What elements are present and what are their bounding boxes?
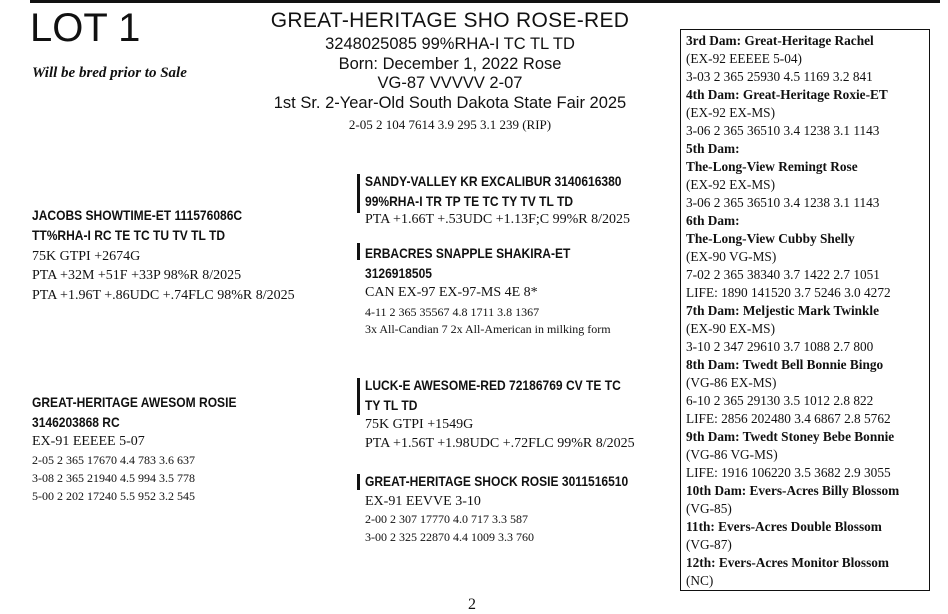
production-record: 2-05 2 104 7614 3.9 295 3.1 239 (RIP) xyxy=(348,117,552,132)
pedigree-dam-detail: 3-06 2 365 36510 3.4 1238 3.1 1143 xyxy=(686,123,880,138)
top-rule xyxy=(30,0,940,3)
pedigree-dam-heading: 10th Dam: Evers-Acres Billy Blossom xyxy=(686,483,900,498)
pedigree-dam-detail: (EX-92 EX-MS) xyxy=(686,105,776,120)
sire-sire-bar xyxy=(357,174,360,213)
dam-dam-bar xyxy=(357,474,360,490)
sire-sire-registration: 99%RHA-I TR TP TE TC TY TV TL TD xyxy=(365,193,574,209)
pedigree-dam-detail: (VG-87) xyxy=(686,537,732,552)
sire-registration: TT%RHA-I RC TE TC TU TV TL TD xyxy=(32,227,226,243)
animal-classification: VG-87 VVVVV 2-07 xyxy=(377,74,523,92)
dam-record-row: 5-00 2 202 17240 5.5 952 3.2 545 xyxy=(32,489,195,503)
pedigree-dam-detail: 3-06 2 365 36510 3.4 1238 3.1 1143 xyxy=(686,195,880,210)
sire-pta-production: PTA +32M +51F +33P 98%R 8/2025 xyxy=(32,268,242,283)
dam-dam-record-row: 2-00 2 307 17770 4.0 717 3.3 587 xyxy=(365,512,528,526)
dam-record-row: 3-08 2 365 21940 4.5 994 3.5 778 xyxy=(32,471,195,485)
pedigree-dam-detail: 3-03 2 365 25930 4.5 1169 3.2 841 xyxy=(686,69,873,84)
pedigree-dam-detail: LIFE: 2856 202480 3.4 6867 2.8 5762 xyxy=(686,411,891,426)
pedigree-dam-detail: 3-10 2 347 29610 3.7 1088 2.7 800 xyxy=(686,339,874,354)
pedigree-dam-heading: 12th: Evers-Acres Monitor Blossom xyxy=(686,555,889,570)
pedigree-dam-heading: The-Long-View Remingt Rose xyxy=(686,159,858,174)
pedigree-dam-detail: (VG-86 VG-MS) xyxy=(686,447,778,462)
pedigree-dam-detail: (EX-90 EX-MS) xyxy=(686,321,776,336)
sire-dam-classification: CAN EX-97 EX-97-MS 4E 8* xyxy=(365,285,538,300)
sire-name: JACOBS SHOWTIME-ET 111576086C xyxy=(32,207,243,223)
pedigree-dam-heading: 5th Dam: xyxy=(686,141,740,156)
pedigree-dam-detail: LIFE: 1916 106220 3.5 3682 2.9 3055 xyxy=(686,465,891,480)
pedigree-dam-detail: (NC) xyxy=(686,573,714,588)
dam-dam-classification: EX-91 EEVVE 3-10 xyxy=(365,494,481,509)
pedigree-dam-detail: (VG-85) xyxy=(686,501,732,516)
sire-dam-bar xyxy=(357,243,360,260)
pedigree-dam-heading: The-Long-View Cubby Shelly xyxy=(686,231,855,246)
pedigree-dam-detail: (EX-90 VG-MS) xyxy=(686,249,777,264)
sire-dam-record: 4-11 2 365 35567 4.8 1711 3.8 1367 xyxy=(365,305,540,319)
extended-pedigree-box xyxy=(680,29,930,591)
pedigree-dam-heading: 6th Dam: xyxy=(686,213,740,228)
sire-gtpi: 75K GTPI +2674G xyxy=(32,249,141,264)
dam-name: GREAT-HERITAGE AWESOM ROSIE xyxy=(32,394,237,410)
sale-note: Will be bred prior to Sale xyxy=(32,65,187,81)
pedigree-dam-detail: (EX-92 EEEEE 5-04) xyxy=(686,51,802,66)
dam-sire-bar xyxy=(357,378,360,415)
pedigree-dam-heading: 8th Dam: Twedt Bell Bonnie Bingo xyxy=(686,357,884,372)
pedigree-dam-heading: 7th Dam: Meljestic Mark Twinkle xyxy=(686,303,880,318)
sire-dam-name: ERBACRES SNAPPLE SHAKIRA-ET xyxy=(365,245,571,261)
dam-record-row: 2-05 2 365 17670 4.4 783 3.6 637 xyxy=(32,453,195,467)
pedigree-dam-detail: 6-10 2 365 29130 3.5 1012 2.8 822 xyxy=(686,393,874,408)
pedigree-dam-detail: 7-02 2 365 38340 3.7 1422 2.7 1051 xyxy=(686,267,880,282)
animal-name: GREAT-HERITAGE SHO ROSE-RED xyxy=(270,9,630,32)
pedigree-dam-heading: 11th: Evers-Acres Double Blossom xyxy=(686,519,882,534)
show-award: 1st Sr. 2-Year-Old South Dakota State Fair 2025 xyxy=(273,94,627,112)
dam-dam-record-row: 3-00 2 325 22870 4.4 1009 3.3 760 xyxy=(365,530,534,544)
pedigree-dam-detail: (EX-92 EX-MS) xyxy=(686,177,776,192)
sire-pta-type: PTA +1.96T +.86UDC +.74FLC 98%R 8/2025 xyxy=(32,288,295,303)
dam-sire-pta: PTA +1.56T +1.98UDC +.72FLC 99%R 8/2025 xyxy=(365,436,635,451)
lot-number: LOT 1 xyxy=(30,6,141,50)
dam-registration: 3146203868 RC xyxy=(32,414,120,430)
dam-sire-registration: TY TL TD xyxy=(365,397,418,413)
dam-sire-name: LUCK-E AWESOME-RED 72186769 CV TE TC xyxy=(365,377,621,393)
dam-classification: EX-91 EEEEE 5-07 xyxy=(32,434,145,449)
pedigree-dam-heading: 9th Dam: Twedt Stoney Bebe Bonnie xyxy=(686,429,895,444)
dam-dam-name: GREAT-HERITAGE SHOCK ROSIE 3011516510 xyxy=(365,473,629,489)
animal-registration: 3248025085 99%RHA-I TC TL TD xyxy=(325,35,575,53)
sire-sire-name: SANDY-VALLEY KR EXCALIBUR 3140616380 xyxy=(365,173,622,189)
pedigree-dam-detail: (VG-86 EX-MS) xyxy=(686,375,777,390)
sire-dam-registration: 3126918505 xyxy=(365,265,432,281)
pedigree-dam-heading: 3rd Dam: Great-Heritage Rachel xyxy=(686,33,874,48)
pedigree-dam-heading: 4th Dam: Great-Heritage Roxie-ET xyxy=(686,87,888,102)
dam-sire-gtpi: 75K GTPI +1549G xyxy=(365,417,474,432)
page-number: 2 xyxy=(468,596,476,613)
sire-sire-pta: PTA +1.66T +.53UDC +1.13F;C 99%R 8/2025 xyxy=(365,212,631,227)
sire-dam-awards: 3x All-Candian 7 2x All-American in milking form xyxy=(365,322,611,336)
pedigree-dam-detail: LIFE: 1890 141520 3.7 5246 3.0 4272 xyxy=(686,285,891,300)
birth-date: Born: December 1, 2022 Rose xyxy=(338,55,562,73)
